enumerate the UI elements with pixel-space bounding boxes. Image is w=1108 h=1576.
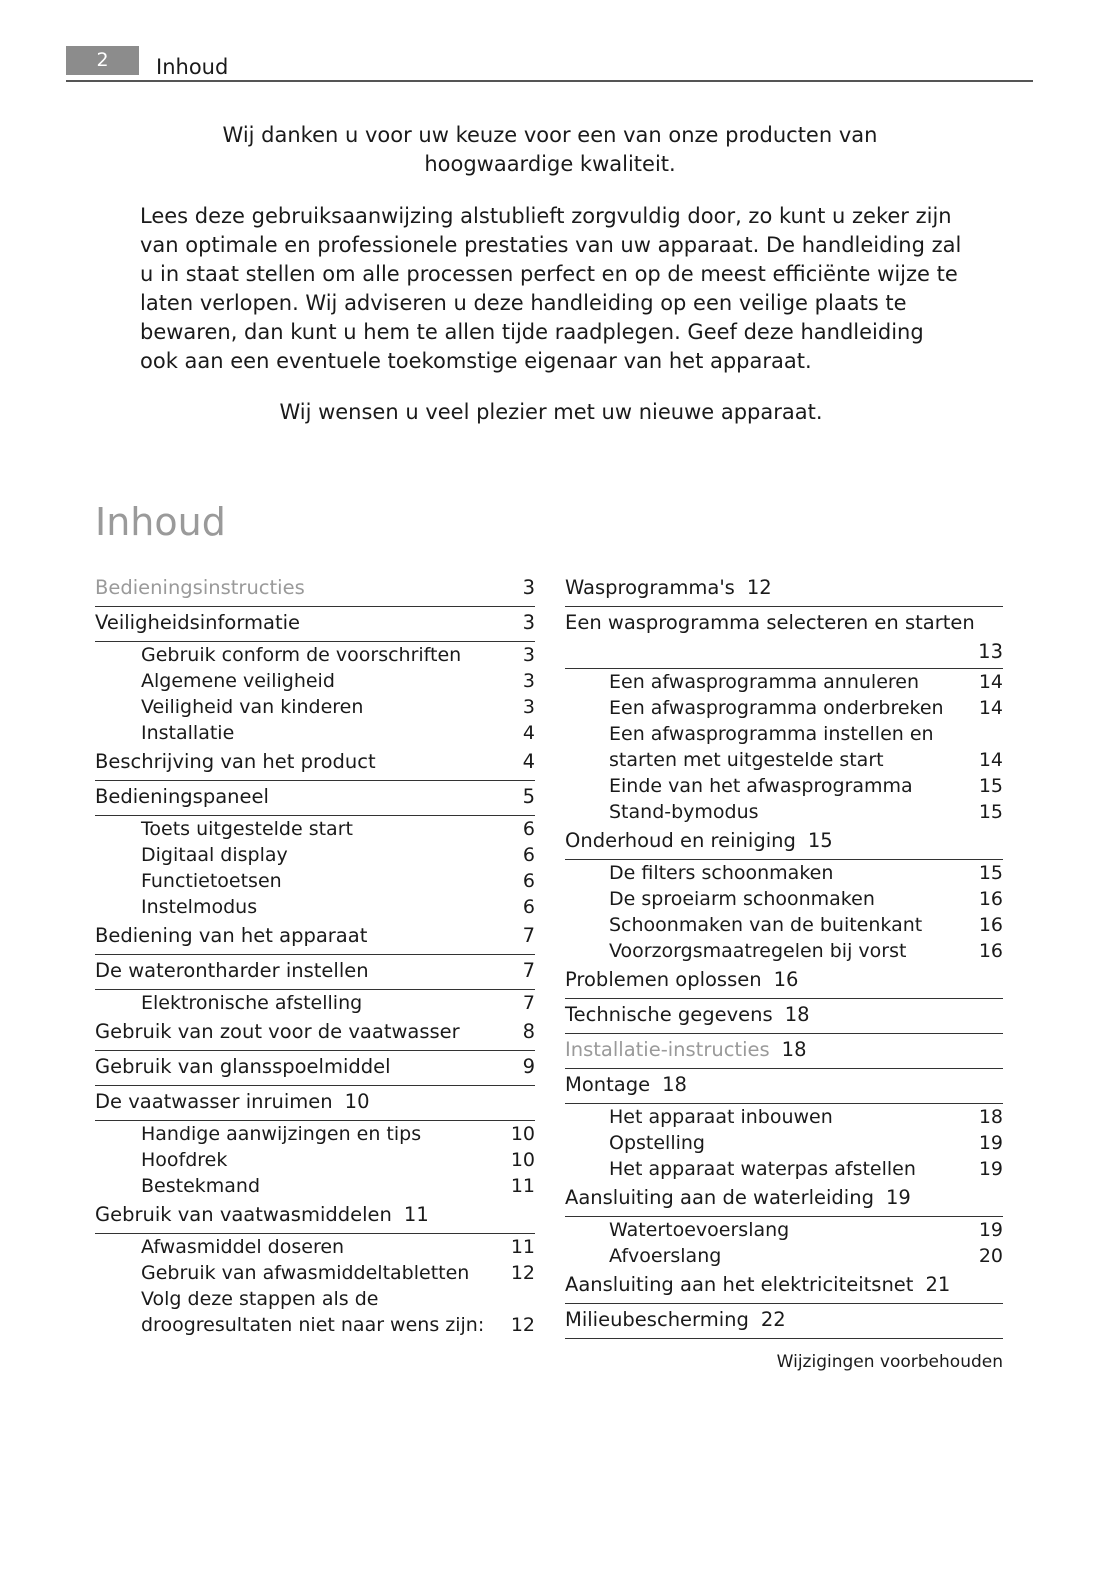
toc-subsection[interactable] — [95, 1234, 535, 1260]
toc-label: Toets uitgestelde start — [141, 818, 353, 840]
intro-instructions: Lees deze gebruiksaanwijzing alstublieft zorgvuldig door, zo kunt u zeker zijn van optimale en professionele prestaties van uw apparaat. De handleiding zal u in staat stellen om alle processen perfect en op de meest efficiënte wijze te laten verlopen. Wij adviseren u deze handleiding op een veilige plaats te bewaren, dan kunt u hem te allen tijde raadplegen. Geef deze handleiding ook aan een eventuele toekomstige eigenaar van het apparaat. — [140, 204, 962, 373]
toc-page: 16 — [978, 940, 1003, 962]
toc-section[interactable] — [565, 607, 1003, 669]
toc-page: 18 — [784, 1003, 810, 1026]
toc-heading: Inhoud — [95, 500, 226, 544]
toc-section[interactable] — [95, 572, 535, 607]
toc-page: 16 — [978, 914, 1003, 936]
toc-section[interactable] — [565, 825, 1003, 860]
toc-label: Problemen oplossen — [565, 968, 762, 991]
page-number: 2 — [66, 46, 139, 75]
toc-label: Bedieningsinstructies — [95, 576, 305, 599]
toc-subsection[interactable] — [95, 1286, 535, 1338]
toc-label: Voorzorgsmaatregelen bij vorst — [609, 940, 907, 962]
toc-subsection[interactable] — [95, 894, 535, 920]
toc-page: 3 — [522, 611, 535, 634]
toc-label: Digitaal display — [141, 844, 288, 866]
toc-subsection[interactable] — [95, 668, 535, 694]
toc-label: De vaatwasser inruimen — [95, 1090, 333, 1113]
toc-section[interactable] — [565, 964, 1003, 999]
header-title: Inhoud — [156, 55, 229, 79]
toc-page: 7 — [522, 959, 535, 982]
toc-page: 13 — [978, 640, 1003, 663]
toc-section[interactable] — [565, 572, 1003, 607]
toc-label: Hoofdrek — [141, 1149, 228, 1171]
toc-page: 12 — [746, 576, 772, 599]
toc-label: Veiligheidsinformatie — [95, 611, 301, 634]
toc-label: Veiligheid van kinderen — [141, 696, 364, 718]
toc-label: Installatie — [141, 722, 235, 744]
toc-section[interactable] — [95, 1051, 535, 1086]
toc-label: De filters schoonmaken — [609, 862, 834, 884]
toc-page: 14 — [978, 749, 1003, 771]
toc-page: 20 — [978, 1245, 1003, 1267]
toc-label: Gebruik van afwasmiddeltabletten — [141, 1262, 470, 1284]
toc-page: 3 — [522, 644, 535, 666]
toc-subsection[interactable] — [565, 799, 1003, 825]
toc-right-column — [565, 572, 1003, 1339]
toc-section[interactable] — [95, 607, 535, 642]
toc-label: Bediening van het apparaat — [95, 924, 368, 947]
toc-page: 7 — [522, 992, 535, 1014]
toc-page: 4 — [522, 750, 535, 773]
toc-label: Een wasprogramma selecteren en starten — [565, 611, 975, 634]
toc-section[interactable] — [95, 920, 535, 955]
toc-page: 10 — [510, 1123, 535, 1145]
toc-label: Schoonmaken van de buitenkant — [609, 914, 923, 936]
toc-label: Opstelling — [609, 1132, 705, 1154]
toc-label: Einde van het afwasprogramma — [609, 775, 913, 797]
toc-section[interactable] — [565, 1304, 1003, 1339]
toc-left-column — [95, 572, 535, 1338]
toc-subsection[interactable] — [95, 1260, 535, 1286]
toc-subsection[interactable] — [565, 912, 1003, 938]
toc-page: 19 — [978, 1132, 1003, 1154]
toc-label: Gebruik van vaatwasmiddelen — [95, 1203, 392, 1226]
intro-thanks: Wij danken u voor uw keuze voor een van onze producten van hoogwaardige kwaliteit. — [222, 123, 878, 176]
toc-label: Aansluiting aan het elektriciteitsnet — [565, 1273, 914, 1296]
toc-label: Afwasmiddel doseren — [141, 1236, 345, 1258]
toc-subsection[interactable] — [565, 860, 1003, 886]
toc-subsection[interactable] — [95, 720, 535, 746]
toc-section[interactable] — [565, 1069, 1003, 1104]
toc-label: Wasprogramma's — [565, 576, 735, 599]
toc-subsection[interactable] — [565, 938, 1003, 964]
toc-label: Gebruik van zout voor de vaatwasser — [95, 1020, 460, 1043]
toc-page: 19 — [885, 1186, 911, 1209]
toc-subsection[interactable] — [95, 694, 535, 720]
toc-page: 12 — [510, 1314, 535, 1336]
toc-page: 6 — [522, 870, 535, 892]
toc-subsection[interactable] — [95, 816, 535, 842]
toc-subsection[interactable] — [565, 1104, 1003, 1130]
toc-label: De waterontharder instellen — [95, 959, 369, 982]
toc-page: 9 — [522, 1055, 535, 1078]
toc-subsection[interactable] — [95, 868, 535, 894]
toc-section[interactable] — [95, 1016, 535, 1051]
toc-page: 19 — [978, 1219, 1003, 1241]
toc-page: 14 — [978, 697, 1003, 719]
toc-subsection[interactable] — [95, 1173, 535, 1199]
toc-page: 16 — [773, 968, 799, 991]
toc-label: Watertoevoerslang — [609, 1219, 790, 1241]
toc-subsection[interactable] — [565, 1217, 1003, 1243]
toc-page: 7 — [522, 924, 535, 947]
toc-label: Aansluiting aan de waterleiding — [565, 1186, 874, 1209]
toc-subsection[interactable] — [565, 773, 1003, 799]
toc-page: 10 — [344, 1090, 370, 1113]
toc-subsection[interactable] — [565, 695, 1003, 721]
toc-label: Bestekmand — [141, 1175, 261, 1197]
toc-page: 12 — [510, 1262, 535, 1284]
toc-label: Het apparaat waterpas afstellen — [609, 1158, 916, 1180]
toc-page: 6 — [522, 818, 535, 840]
toc-label: Onderhoud en reiniging — [565, 829, 796, 852]
toc-label: Montage — [565, 1073, 651, 1096]
toc-label: Algemene veiligheid — [141, 670, 335, 692]
toc-label: Instelmodus — [141, 896, 258, 918]
toc-page: 6 — [522, 896, 535, 918]
toc-section[interactable] — [565, 1034, 1003, 1069]
toc-label: Een afwasprogramma instellen en starten met uitgestelde start — [609, 723, 934, 771]
toc-label: Functietoetsen — [141, 870, 282, 892]
toc-page: 15 — [807, 829, 833, 852]
toc-section[interactable] — [95, 746, 535, 781]
toc-section[interactable] — [565, 1269, 1003, 1304]
toc-page: 3 — [522, 696, 535, 718]
toc-label: De sproeiarm schoonmaken — [609, 888, 875, 910]
toc-page: 10 — [510, 1149, 535, 1171]
toc-page: 19 — [978, 1158, 1003, 1180]
toc-section[interactable] — [565, 1182, 1003, 1217]
toc-page: 6 — [522, 844, 535, 866]
intro-wishes: Wij wensen u veel plezier met uw nieuwe apparaat. — [279, 400, 823, 424]
toc-subsection[interactable] — [565, 1130, 1003, 1156]
toc-label: Technische gegevens — [565, 1003, 773, 1026]
toc-page: 11 — [510, 1236, 535, 1258]
toc-subsection[interactable] — [95, 1121, 535, 1147]
toc-label: Een afwasprogramma annuleren — [609, 671, 920, 693]
toc-page: 15 — [978, 862, 1003, 884]
footer-note: Wijzigingen voorbehouden — [776, 1352, 1003, 1372]
toc-section[interactable] — [95, 781, 535, 816]
toc-section[interactable] — [95, 1086, 535, 1121]
toc-subsection[interactable] — [565, 1243, 1003, 1269]
toc-page: 18 — [781, 1038, 807, 1061]
toc-subsection[interactable] — [565, 721, 1003, 773]
toc-section[interactable] — [565, 999, 1003, 1034]
toc-label: Handige aanwijzingen en tips — [141, 1123, 422, 1145]
toc-page: 22 — [760, 1308, 786, 1331]
toc-label: Gebruik van glansspoelmiddel — [95, 1055, 391, 1078]
toc-page: 14 — [978, 671, 1003, 693]
toc-page: 4 — [522, 722, 535, 744]
toc-label: Installatie-instructies — [565, 1038, 770, 1061]
toc-page: 15 — [978, 801, 1003, 823]
toc-subsection[interactable] — [95, 842, 535, 868]
toc-label: Stand-bymodus — [609, 801, 759, 823]
toc-label: Afvoerslang — [609, 1245, 722, 1267]
toc-page: 3 — [522, 576, 535, 599]
toc-page: 15 — [978, 775, 1003, 797]
toc-subsection[interactable] — [95, 642, 535, 668]
toc-page: 5 — [522, 785, 535, 808]
toc-page: 18 — [662, 1073, 687, 1096]
toc-page: 16 — [978, 888, 1003, 910]
toc-subsection[interactable] — [565, 669, 1003, 695]
toc-label: Bedieningspaneel — [95, 785, 269, 808]
toc-page: 8 — [522, 1020, 535, 1043]
toc-page: 11 — [403, 1203, 429, 1226]
toc-section[interactable] — [95, 955, 535, 990]
toc-page: 21 — [925, 1273, 951, 1296]
toc-subsection[interactable] — [565, 886, 1003, 912]
header-rule — [66, 80, 1033, 82]
toc-page: 3 — [522, 670, 535, 692]
toc-label: Elektronische afstelling — [141, 992, 363, 1014]
toc-subsection[interactable] — [95, 990, 535, 1016]
toc-label: Gebruik conform de voorschriften — [141, 644, 462, 666]
toc-label: Milieubescherming — [565, 1308, 749, 1331]
toc-label: Een afwasprogramma onderbreken — [609, 697, 944, 719]
toc-section[interactable] — [95, 1199, 535, 1234]
toc-label: Volg deze stappen als de droogresultaten niet naar wens zijn: — [141, 1288, 485, 1336]
toc-label: Beschrijving van het product — [95, 750, 376, 773]
toc-page: 18 — [978, 1106, 1003, 1128]
toc-subsection[interactable] — [95, 1147, 535, 1173]
toc-label: Het apparaat inbouwen — [609, 1106, 833, 1128]
toc-subsection[interactable] — [565, 1156, 1003, 1182]
toc-page: 11 — [510, 1175, 535, 1197]
